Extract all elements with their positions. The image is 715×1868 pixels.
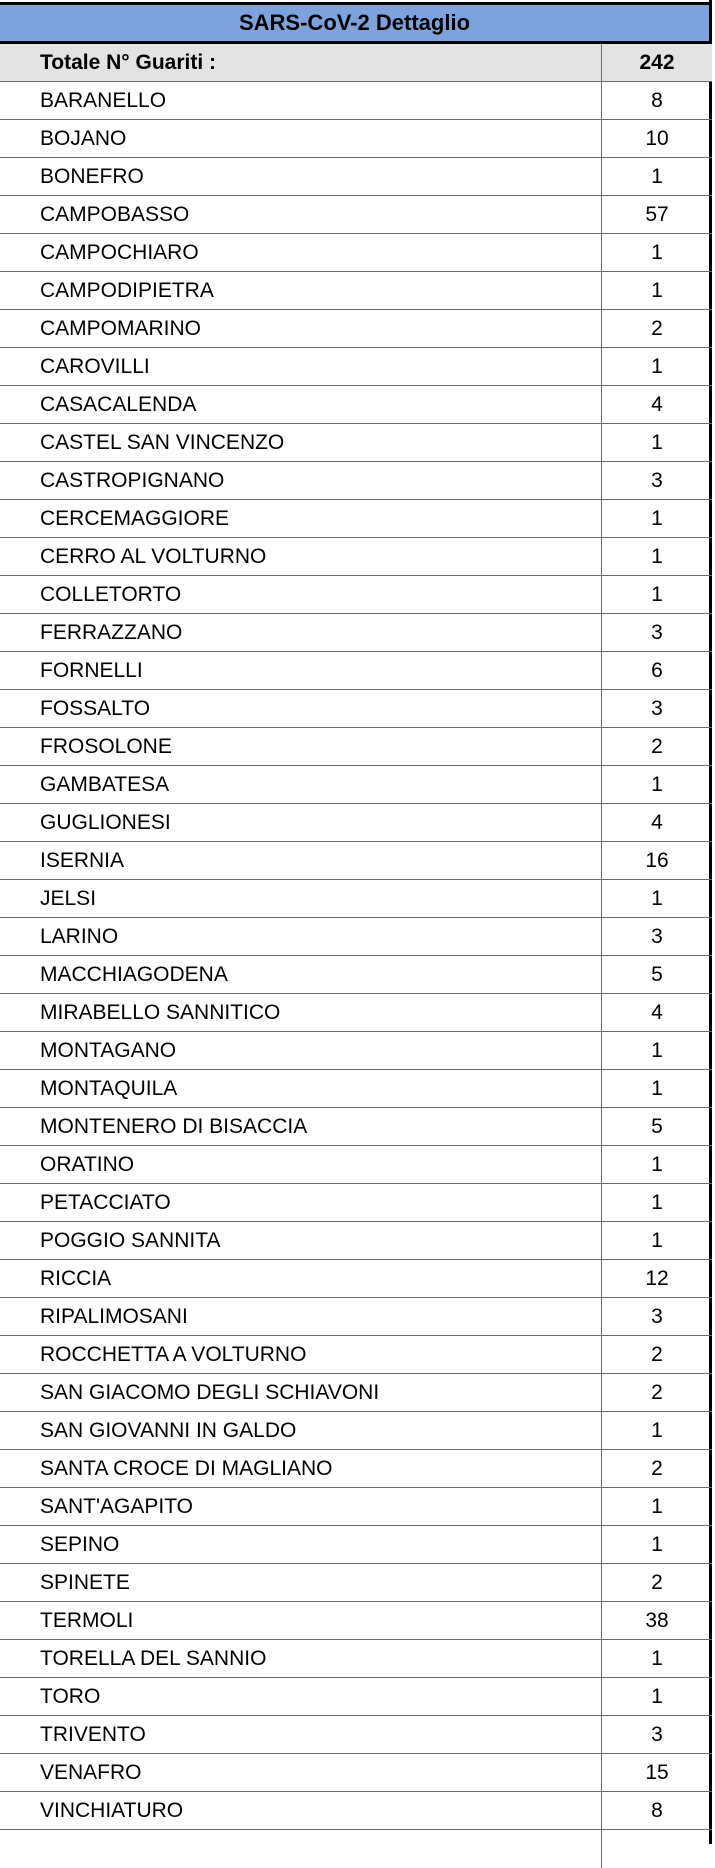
municipality-name: TRIVENTO (0, 1716, 602, 1753)
table-row (0, 576, 712, 614)
table-row (0, 690, 712, 728)
empty-row (0, 1830, 712, 1868)
table-row (0, 1640, 712, 1678)
recovered-count: 12 (645, 1266, 669, 1290)
table-row (0, 82, 712, 120)
recovered-count: 1 (651, 278, 663, 302)
recovered-count: 1 (651, 1684, 663, 1708)
municipality-name: MONTENERO DI BISACCIA (0, 1108, 602, 1145)
municipality-name: CASTEL SAN VINCENZO (0, 424, 602, 461)
recovered-count: 1 (651, 1228, 663, 1252)
recovered-count: 2 (651, 1380, 663, 1404)
table-row (0, 766, 712, 804)
municipality-name: ISERNIA (0, 842, 602, 879)
recovered-count: 8 (651, 1798, 663, 1822)
municipality-name: MONTAQUILA (0, 1070, 602, 1107)
municipality-name: MACCHIAGODENA (0, 956, 602, 993)
table-row (0, 1070, 712, 1108)
table-row (0, 158, 712, 196)
recovered-count: 1 (651, 772, 663, 796)
table-row (0, 462, 712, 500)
recovered-count: 1 (651, 240, 663, 264)
table-row (0, 234, 712, 272)
recovered-count: 3 (651, 1722, 663, 1746)
recovered-count: 4 (651, 810, 663, 834)
municipality-name: CERRO AL VOLTURNO (0, 538, 602, 575)
table-row (0, 424, 712, 462)
recovered-count: 5 (651, 962, 663, 986)
recovered-count: 15 (645, 1760, 669, 1784)
total-row (0, 44, 712, 82)
table-row (0, 1754, 712, 1792)
table-row (0, 1108, 712, 1146)
municipality-name: TORELLA DEL SANNIO (0, 1640, 602, 1677)
recovered-count: 16 (645, 848, 669, 872)
recovered-count: 38 (645, 1608, 669, 1632)
table-row (0, 1298, 712, 1336)
recovered-count: 3 (651, 620, 663, 644)
recovered-count: 1 (651, 1494, 663, 1518)
recovered-count: 57 (645, 202, 669, 226)
recovered-count: 1 (651, 1038, 663, 1062)
municipality-name: ROCCHETTA A VOLTURNO (0, 1336, 602, 1373)
table-row (0, 1716, 712, 1754)
municipality-name: CAMPODIPIETRA (0, 272, 602, 309)
municipality-name: BONEFRO (0, 158, 602, 195)
table-row (0, 310, 712, 348)
municipality-name: SEPINO (0, 1526, 602, 1563)
table-row (0, 1260, 712, 1298)
recovered-count: 1 (651, 886, 663, 910)
table-row (0, 1336, 712, 1374)
recovered-count: 3 (651, 924, 663, 948)
table-row (0, 614, 712, 652)
table-row (0, 918, 712, 956)
recovered-count: 1 (651, 164, 663, 188)
table-row (0, 1526, 712, 1564)
recovered-count: 1 (651, 544, 663, 568)
total-value: 242 (639, 50, 675, 74)
table-row (0, 842, 712, 880)
recovered-count: 1 (651, 1190, 663, 1214)
empty-cell (0, 1830, 602, 1868)
table-row (0, 1032, 712, 1070)
table-row (0, 272, 712, 310)
recovered-count: 1 (651, 430, 663, 454)
municipality-name: TERMOLI (0, 1602, 602, 1639)
municipality-name: COLLETORTO (0, 576, 602, 613)
municipality-name: CASACALENDA (0, 386, 602, 423)
total-label: Totale N° Guariti : (0, 44, 602, 81)
recovered-count: 1 (651, 1076, 663, 1100)
municipality-name: FERRAZZANO (0, 614, 602, 651)
municipality-name: JELSI (0, 880, 602, 917)
municipality-name: SAN GIACOMO DEGLI SCHIAVONI (0, 1374, 602, 1411)
recovered-count: 2 (651, 1570, 663, 1594)
empty-cell (602, 1830, 712, 1868)
recovered-count: 1 (651, 354, 663, 378)
table-row (0, 1602, 712, 1640)
recovered-count: 8 (651, 88, 663, 112)
municipality-name: POGGIO SANNITA (0, 1222, 602, 1259)
recovered-count: 3 (651, 696, 663, 720)
table-row (0, 120, 712, 158)
municipality-name: FROSOLONE (0, 728, 602, 765)
municipality-name: RIPALIMOSANI (0, 1298, 602, 1335)
recovered-count: 1 (651, 582, 663, 606)
table-row (0, 1678, 712, 1716)
table-row (0, 1412, 712, 1450)
municipality-name: FORNELLI (0, 652, 602, 689)
municipality-name: MIRABELLO SANNITICO (0, 994, 602, 1031)
municipality-name: MONTAGANO (0, 1032, 602, 1069)
recovered-count: 10 (645, 126, 669, 150)
municipality-name: GUGLIONESI (0, 804, 602, 841)
municipality-name: SANT'AGAPITO (0, 1488, 602, 1525)
municipality-name: CERCEMAGGIORE (0, 500, 602, 537)
table-row (0, 538, 712, 576)
recovered-count: 1 (651, 1646, 663, 1670)
municipality-name: SANTA CROCE DI MAGLIANO (0, 1450, 602, 1487)
table-row (0, 1488, 712, 1526)
municipality-name: CAMPOCHIARO (0, 234, 602, 271)
municipality-name: CAMPOMARINO (0, 310, 602, 347)
recovered-count: 1 (651, 1152, 663, 1176)
recovered-count: 2 (651, 1456, 663, 1480)
table-row (0, 386, 712, 424)
recovered-count: 3 (651, 468, 663, 492)
recovered-count: 1 (651, 1418, 663, 1442)
municipality-name: CAMPOBASSO (0, 196, 602, 233)
recovered-count: 3 (651, 1304, 663, 1328)
table-row (0, 1450, 712, 1488)
recovered-count: 2 (651, 1342, 663, 1366)
recovered-count: 5 (651, 1114, 663, 1138)
municipality-name: RICCIA (0, 1260, 602, 1297)
municipality-name: FOSSALTO (0, 690, 602, 727)
municipality-name: LARINO (0, 918, 602, 955)
table-row (0, 500, 712, 538)
recovered-count: 6 (651, 658, 663, 682)
table-row (0, 880, 712, 918)
table-row (0, 1564, 712, 1602)
recovered-count: 1 (651, 1532, 663, 1556)
municipality-name: CAROVILLI (0, 348, 602, 385)
municipality-name: PETACCIATO (0, 1184, 602, 1221)
table-row (0, 1222, 712, 1260)
table-row (0, 652, 712, 690)
table-row (0, 728, 712, 766)
recovered-count: 4 (651, 1000, 663, 1024)
municipality-name: TORO (0, 1678, 602, 1715)
municipality-name: GAMBATESA (0, 766, 602, 803)
municipality-name: BOJANO (0, 120, 602, 157)
table-title: SARS-CoV-2 Dettaglio (0, 2, 712, 44)
municipality-name: SAN GIOVANNI IN GALDO (0, 1412, 602, 1449)
table-row (0, 804, 712, 842)
recovered-count: 4 (651, 392, 663, 416)
recovered-table (0, 44, 712, 1868)
table-row (0, 196, 712, 234)
recovered-count: 2 (651, 316, 663, 340)
municipality-name: VENAFRO (0, 1754, 602, 1791)
table-row (0, 1374, 712, 1412)
table-row (0, 994, 712, 1032)
recovered-count: 2 (651, 734, 663, 758)
table-row (0, 1146, 712, 1184)
table-row (0, 956, 712, 994)
municipality-name: BARANELLO (0, 82, 602, 119)
recovered-count: 1 (651, 506, 663, 530)
municipality-name: VINCHIATURO (0, 1792, 602, 1829)
municipality-name: CASTROPIGNANO (0, 462, 602, 499)
table-row (0, 1184, 712, 1222)
table-row (0, 348, 712, 386)
table-row (0, 1792, 712, 1830)
municipality-name: SPINETE (0, 1564, 602, 1601)
municipality-name: ORATINO (0, 1146, 602, 1183)
